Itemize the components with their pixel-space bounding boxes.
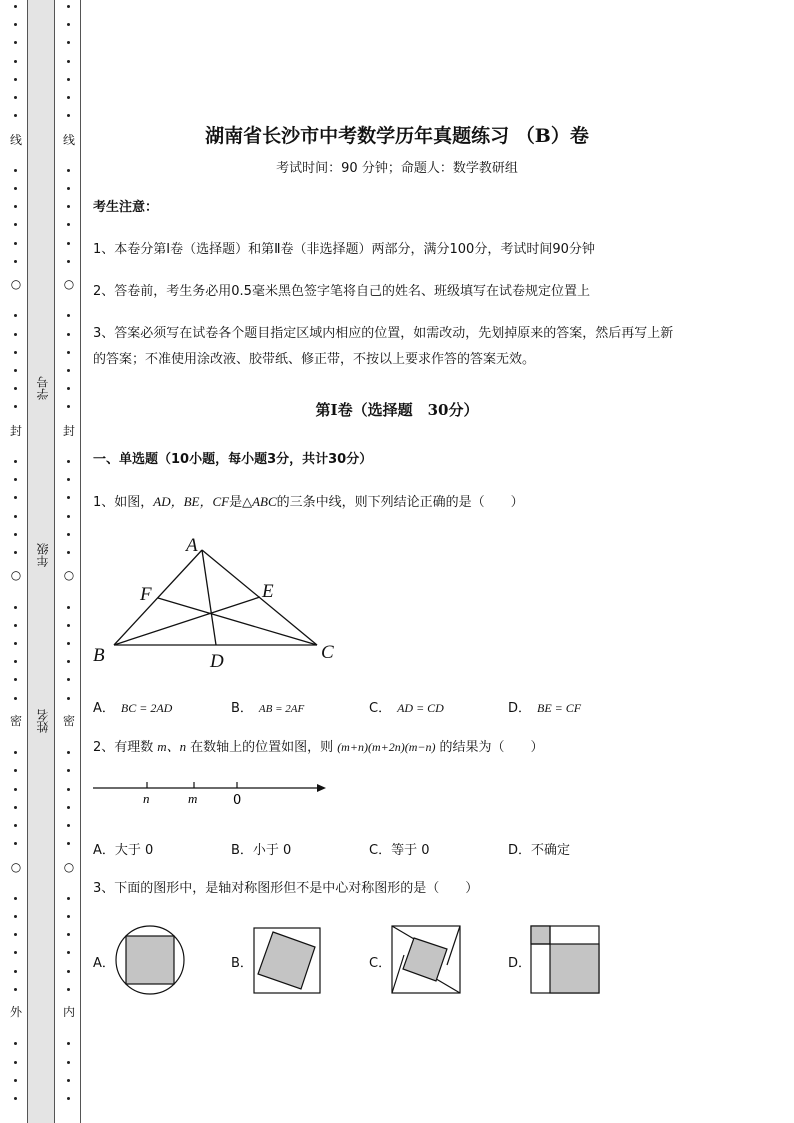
option-text: AB = 2AF: [258, 703, 305, 715]
large-square: [550, 944, 599, 993]
option-text: 小于 0: [252, 843, 292, 858]
binding-dot: [67, 223, 70, 226]
binding-dot: [14, 223, 17, 226]
inscribed-square: [126, 936, 174, 984]
q1-option-c[interactable]: [369, 697, 444, 716]
binding-dot: [67, 1097, 70, 1100]
vertex-label-c: C: [321, 642, 334, 663]
binding-dot: [67, 533, 70, 536]
binding-dot: [14, 478, 17, 481]
triangle-figure: [88, 530, 348, 675]
binding-dot: [67, 260, 70, 263]
binding-dot: [14, 678, 17, 681]
binding-dot: [67, 551, 70, 554]
binding-dot: [67, 915, 70, 918]
tick-label-zero: 0: [233, 793, 242, 808]
question-1-stem: [93, 489, 524, 516]
inner-label-mi: 密: [62, 714, 75, 728]
option-letter: D．: [508, 701, 532, 716]
q1-mid: 是△: [229, 495, 253, 510]
q2-option-b[interactable]: [231, 839, 291, 858]
binding-dot: [67, 78, 70, 81]
binding-dot: [67, 496, 70, 499]
option-text: 不确定: [531, 843, 571, 858]
field-label-text: 学号: [36, 376, 50, 400]
binding-dot: [67, 1042, 70, 1045]
binding-dot: [67, 769, 70, 772]
small-square: [531, 926, 550, 944]
binding-dot: [14, 551, 17, 554]
q1-prefix: 1、如图，: [93, 495, 154, 510]
binding-dot: [14, 96, 17, 99]
binding-dot: [14, 333, 17, 336]
binding-dot: [14, 751, 17, 754]
binding-dot: [67, 60, 70, 63]
binding-dot: [67, 460, 70, 463]
question-2-stem: [93, 734, 543, 761]
page-subtitle: 考试时间：90 分钟；命题人：数学教研组: [276, 161, 518, 176]
q1-triangle: ABC: [252, 494, 277, 509]
option-text: 大于 0: [114, 843, 154, 858]
binding-dot: [67, 678, 70, 681]
binding-dot: [67, 242, 70, 245]
binding-dot: [67, 333, 70, 336]
binding-dot: [14, 642, 17, 645]
outer-label-circle: ○: [10, 568, 22, 582]
binding-dot: [14, 988, 17, 991]
option-letter: C．: [369, 701, 392, 716]
binding-dot: [14, 915, 17, 918]
binding-dot: [14, 824, 17, 827]
binding-dot: [67, 642, 70, 645]
q2-prefix: 2、有理数: [93, 740, 154, 755]
diagonal-line: [447, 926, 460, 965]
binding-dot: [14, 369, 17, 372]
option-letter: B．: [231, 843, 253, 858]
q2-option-c[interactable]: [369, 839, 429, 858]
binding-dot: [14, 242, 17, 245]
binding-dot: [14, 78, 17, 81]
binding-dot: [67, 23, 70, 26]
binding-dot: [67, 314, 70, 317]
field-label-grade: [35, 543, 49, 567]
q2-mid: 在数轴上的位置如图，则: [190, 740, 334, 755]
binding-dot: [67, 842, 70, 845]
binding-dot: [14, 496, 17, 499]
binding-dot: [67, 660, 70, 663]
notice-item: 3、答案必须写在试卷各个题目指定区域内相应的位置，如需改动，先划掉原来的答案，然后再写上新: [93, 326, 674, 341]
binding-dot: [14, 951, 17, 954]
q1-option-d[interactable]: [508, 697, 581, 716]
binding-dot: [14, 5, 17, 8]
q1-option-b[interactable]: [231, 697, 304, 716]
binding-dot: [67, 515, 70, 518]
binding-dot: [14, 697, 17, 700]
binding-dot: [67, 369, 70, 372]
binding-dot: [67, 897, 70, 900]
q3-figure-a[interactable]: [114, 924, 186, 996]
q3-figure-b[interactable]: [253, 927, 323, 995]
binding-dot: [67, 351, 70, 354]
binding-dot: [14, 897, 17, 900]
option-letter: C．: [369, 843, 392, 858]
binding-dot: [67, 751, 70, 754]
binding-dot: [67, 478, 70, 481]
q3-figure-d[interactable]: [530, 925, 602, 995]
binding-dot: [67, 41, 70, 44]
binding-dot: [67, 387, 70, 390]
arrow-icon: [317, 784, 326, 792]
inner-label-circle: ○: [63, 277, 75, 291]
q1-option-a[interactable]: [93, 697, 172, 716]
binding-dot: [67, 933, 70, 936]
binding-dot: [67, 806, 70, 809]
binding-dot: [14, 1042, 17, 1045]
outer-label-circle: ○: [10, 860, 22, 874]
page-title: 湖南省长沙市中考数学历年真题练习 （B）卷: [205, 125, 589, 147]
option-text: BC = 2AD: [120, 701, 173, 715]
binding-dot: [14, 624, 17, 627]
binding-dot: [14, 660, 17, 663]
option-text: AD = CD: [397, 701, 444, 715]
inner-label-nei: 内: [62, 1005, 75, 1019]
q3-option-a-letter[interactable]: A．: [93, 956, 115, 971]
q2-option-a[interactable]: [93, 839, 153, 858]
field-label-name: [35, 709, 49, 733]
option-text: BE = CF: [537, 701, 582, 715]
option-letter: B．: [231, 701, 253, 716]
section-heading: 一、单选题（10小题，每小题3分，共计30分）: [93, 452, 373, 467]
field-label-student-id: [35, 376, 49, 400]
diagonal-line: [392, 955, 404, 993]
binding-dot: [67, 951, 70, 954]
q2-vars: m、n: [157, 739, 187, 754]
binding-dot: [67, 96, 70, 99]
notice-item: 的答案；不准使用涂改液、胶带纸、修正带，不按以上要求作答的答案无效。: [93, 352, 536, 367]
outer-label-feng: 封: [9, 424, 22, 438]
binding-dot: [14, 970, 17, 973]
q2-expression: (m+n)(m+2n)(m−n): [337, 740, 436, 754]
vertex-label-a: A: [186, 535, 198, 556]
binding-dot: [14, 314, 17, 317]
outer-label-wai: 外: [9, 1005, 22, 1019]
q3-option-c-letter[interactable]: C．: [369, 956, 392, 971]
binding-dot: [14, 387, 17, 390]
point-label-f: F: [140, 584, 152, 605]
point-label-d: D: [210, 651, 224, 672]
binding-dot: [14, 933, 17, 936]
number-line: [90, 775, 335, 810]
binding-dot: [14, 788, 17, 791]
rotated-square: [258, 932, 315, 989]
q2-suffix: 的结果为（ ）: [439, 740, 544, 755]
point-label-e: E: [262, 581, 274, 602]
binding-dot: [14, 205, 17, 208]
notice-item: 2、答卷前，考生务必用0.5毫米黑色签字笔将自己的姓名、班级填写在试卷规定位置上: [93, 284, 590, 299]
q3-option-b-letter[interactable]: B．: [231, 956, 253, 971]
option-letter: A．: [93, 843, 115, 858]
q2-option-d[interactable]: [508, 839, 570, 858]
inner-label-circle: ○: [63, 568, 75, 582]
binding-dot: [14, 351, 17, 354]
inner-label-xian: 线: [62, 133, 75, 147]
tick-label-m: m: [188, 791, 198, 806]
rotated-square: [403, 938, 447, 981]
binding-dot: [67, 788, 70, 791]
binding-dot: [14, 1097, 17, 1100]
notice-heading: 考生注意：: [93, 200, 159, 215]
binding-dot: [67, 1079, 70, 1082]
tick-label-n: n: [143, 791, 150, 806]
binding-dot: [67, 970, 70, 973]
binding-dot: [14, 187, 17, 190]
binding-dot: [14, 114, 17, 117]
binding-dot: [67, 5, 70, 8]
binding-dot: [14, 460, 17, 463]
binding-dot: [14, 606, 17, 609]
option-letter: D．: [508, 843, 532, 858]
binding-dot: [14, 515, 17, 518]
binding-dot: [14, 842, 17, 845]
binding-dot: [67, 624, 70, 627]
outer-label-mi: 密: [9, 714, 22, 728]
binding-dot: [67, 187, 70, 190]
binding-dot: [14, 533, 17, 536]
binding-dot: [14, 41, 17, 44]
binding-dot: [14, 260, 17, 263]
part-title: 第Ⅰ卷（选择题 30分）: [315, 401, 479, 419]
field-label-text: 年级: [36, 543, 50, 567]
q3-option-d-letter[interactable]: D．: [508, 956, 532, 971]
binding-dot: [67, 606, 70, 609]
binding-dot: [67, 205, 70, 208]
inner-label-feng: 封: [62, 424, 75, 438]
outer-label-xian: 线: [9, 133, 22, 147]
binding-dot: [67, 1061, 70, 1064]
median-ad: [202, 550, 216, 645]
binding-dot: [67, 824, 70, 827]
q1-vars: AD，BE，CF: [153, 494, 230, 509]
binding-dot: [14, 806, 17, 809]
field-label-text: 姓名: [36, 709, 50, 733]
option-letter: A．: [93, 701, 115, 716]
outer-label-circle: ○: [10, 277, 22, 291]
binding-dot: [14, 769, 17, 772]
binding-dot: [14, 23, 17, 26]
binding-dot: [14, 1061, 17, 1064]
notice-item: 1、本卷分第Ⅰ卷（选择题）和第Ⅱ卷（非选择题）两部分，满分100分，考试时间90分钟: [93, 242, 595, 257]
question-3-stem: 3、下面的图形中，是轴对称图形但不是中心对称图形的是（ ）: [93, 881, 479, 896]
binding-dot: [14, 60, 17, 63]
vertex-label-b: B: [93, 645, 105, 666]
binding-dot: [14, 1079, 17, 1082]
binding-dot: [67, 114, 70, 117]
option-text: 等于 0: [391, 843, 430, 858]
inner-label-circle: ○: [63, 860, 75, 874]
binding-dot: [67, 988, 70, 991]
binding-dot: [67, 697, 70, 700]
q3-figure-c[interactable]: [391, 925, 463, 995]
q1-suffix: 的三条中线，则下列结论正确的是（ ）: [276, 495, 524, 510]
